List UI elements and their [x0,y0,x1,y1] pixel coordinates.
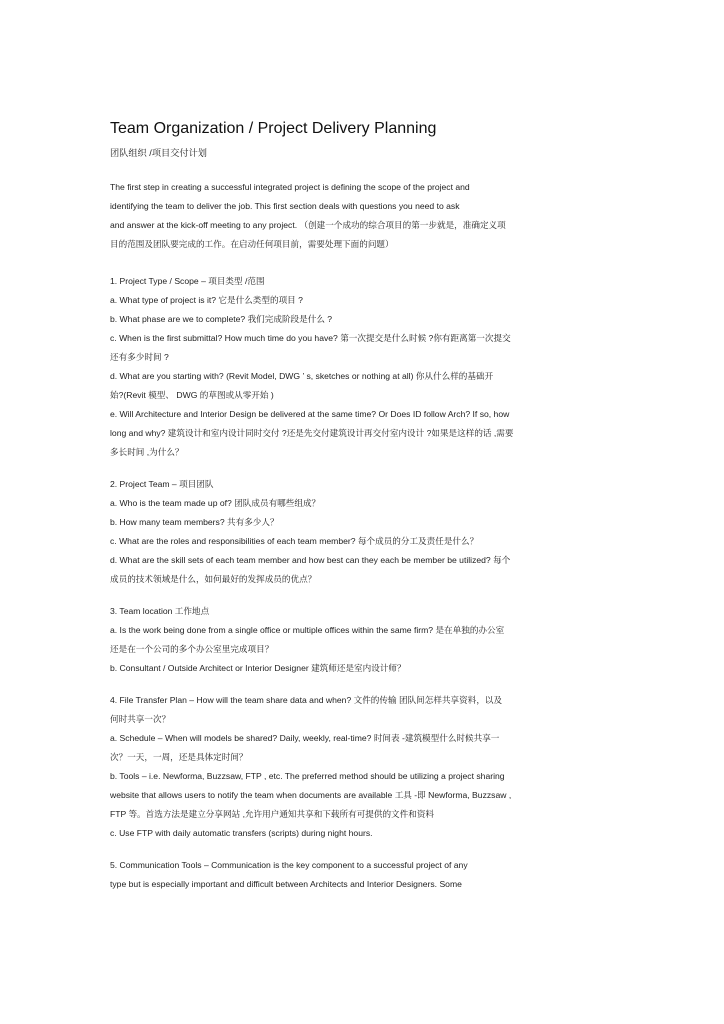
section-line: 次？一天，一周，还是具体定时间？ [110,752,248,762]
section-line: a. Is the work being done from a single office or multiple offices within the same firm? 是在单独的办公室 [110,625,505,635]
intro-paragraph [110,178,615,254]
section-team-location [110,602,615,678]
section-heading: 2. Project Team – 项目团队 [110,479,214,489]
section-project-type [110,272,615,462]
section-heading: 1. Project Type / Scope – 项目类型 /范围 [110,276,265,286]
section-line: 成员的技术领域是什么，如何最好的发挥成员的优点？ [110,574,317,584]
section-line: c. When is the first submittal? How much time do you have? 第一次提交是什么时候 ?你有距离第一次提交 [110,333,511,343]
section-line: 始?(Revit 模型、 DWG 的草图或从零开始 ) [110,390,274,400]
section-project-team [110,475,615,589]
intro-line: identifying the team to deliver the job. This first section deals with questions you need to ask [110,201,460,211]
section-line: b. What phase are we to complete? 我们完成阶段是什么 ? [110,314,333,324]
section-line: website that allows users to notify the team when documents are available 工具 -即 Newforma, Buzzsaw , [110,790,512,800]
section-line: 还是在一个公司的多个办公室里完成项目？ [110,644,274,654]
section-line: long and why? 建筑设计和室内设计同时交付 ?还是先交付建筑设计再交付室内设计 ?如果是这样的话 ,需要 [110,428,514,438]
section-communication-tools [110,856,615,894]
section-file-transfer [110,691,615,843]
section-line: b. Consultant / Outside Architect or Interior Designer 建筑师还是室内设计师？ [110,663,406,673]
section-line: 多长时间 ,为什么？ [110,447,184,457]
section-line: c. Use FTP with daily automatic transfers (scripts) during night hours. [110,828,373,838]
document-title: Team Organization / Project Delivery Planning [110,120,437,137]
section-line: b. How many team members? 共有多少人？ [110,517,279,527]
section-line: a. What type of project is it? 它是什么类型的项目 ? [110,295,303,305]
section-line: e. Will Architecture and Interior Design be delivered at the same time? Or Does ID follow Arch? If so, how [110,409,510,419]
section-line: b. Tools – i.e. Newforma, Buzzsaw, FTP , etc. The preferred method should be utilizing a project sharing [110,771,505,781]
section-heading: 5. Communication Tools – Communication is the key component to a successful project of any [110,860,468,870]
section-line: c. What are the roles and responsibilities of each team member? 每个成员的分工及责任是什么？ [110,536,479,546]
section-line: type but is especially important and difficult between Architects and Interior Designers. Some [110,879,462,889]
section-heading: 4. File Transfer Plan – How will the team share data and when? 文件的传输 团队间怎样共享资料，以及 [110,695,503,705]
section-line: d. What are you starting with? (Revit Model, DWG ’ s, sketches or nothing at all) 你从什么样的基础开 [110,371,494,381]
section-line: 何时共享一次？ [110,714,171,724]
intro-line: The first step in creating a successful integrated project is defining the scope of the project and [110,182,470,192]
intro-line: 目的范围及团队要完成的工作。在启动任何项目前，需要处理下面的问题） [110,239,394,249]
section-heading: 3. Team location 工作地点 [110,606,210,616]
section-line: FTP 等。首选方法是建立分享网站 ,允许用户通知共享和下载所有可提供的文件和资料 [110,809,435,819]
intro-line: and answer at the kick-off meeting to any project. （创建一个成功的综合项目的第一步就是，准确定义项 [110,220,506,230]
section-line: 还有多少时间 ? [110,352,169,362]
section-line: a. Who is the team made up of? 团队成员有哪些组成？ [110,498,321,508]
document-subtitle: 团队组织 /项目交付计划 [110,148,207,158]
section-line: d. What are the skill sets of each team member and how best can they each be member be utilized? 每个 [110,555,511,565]
document-page [110,118,615,894]
section-line: a. Schedule – When will models be shared? Daily, weekly, real-time? 时间表 -建筑模型什么时候共享一 [110,733,500,743]
